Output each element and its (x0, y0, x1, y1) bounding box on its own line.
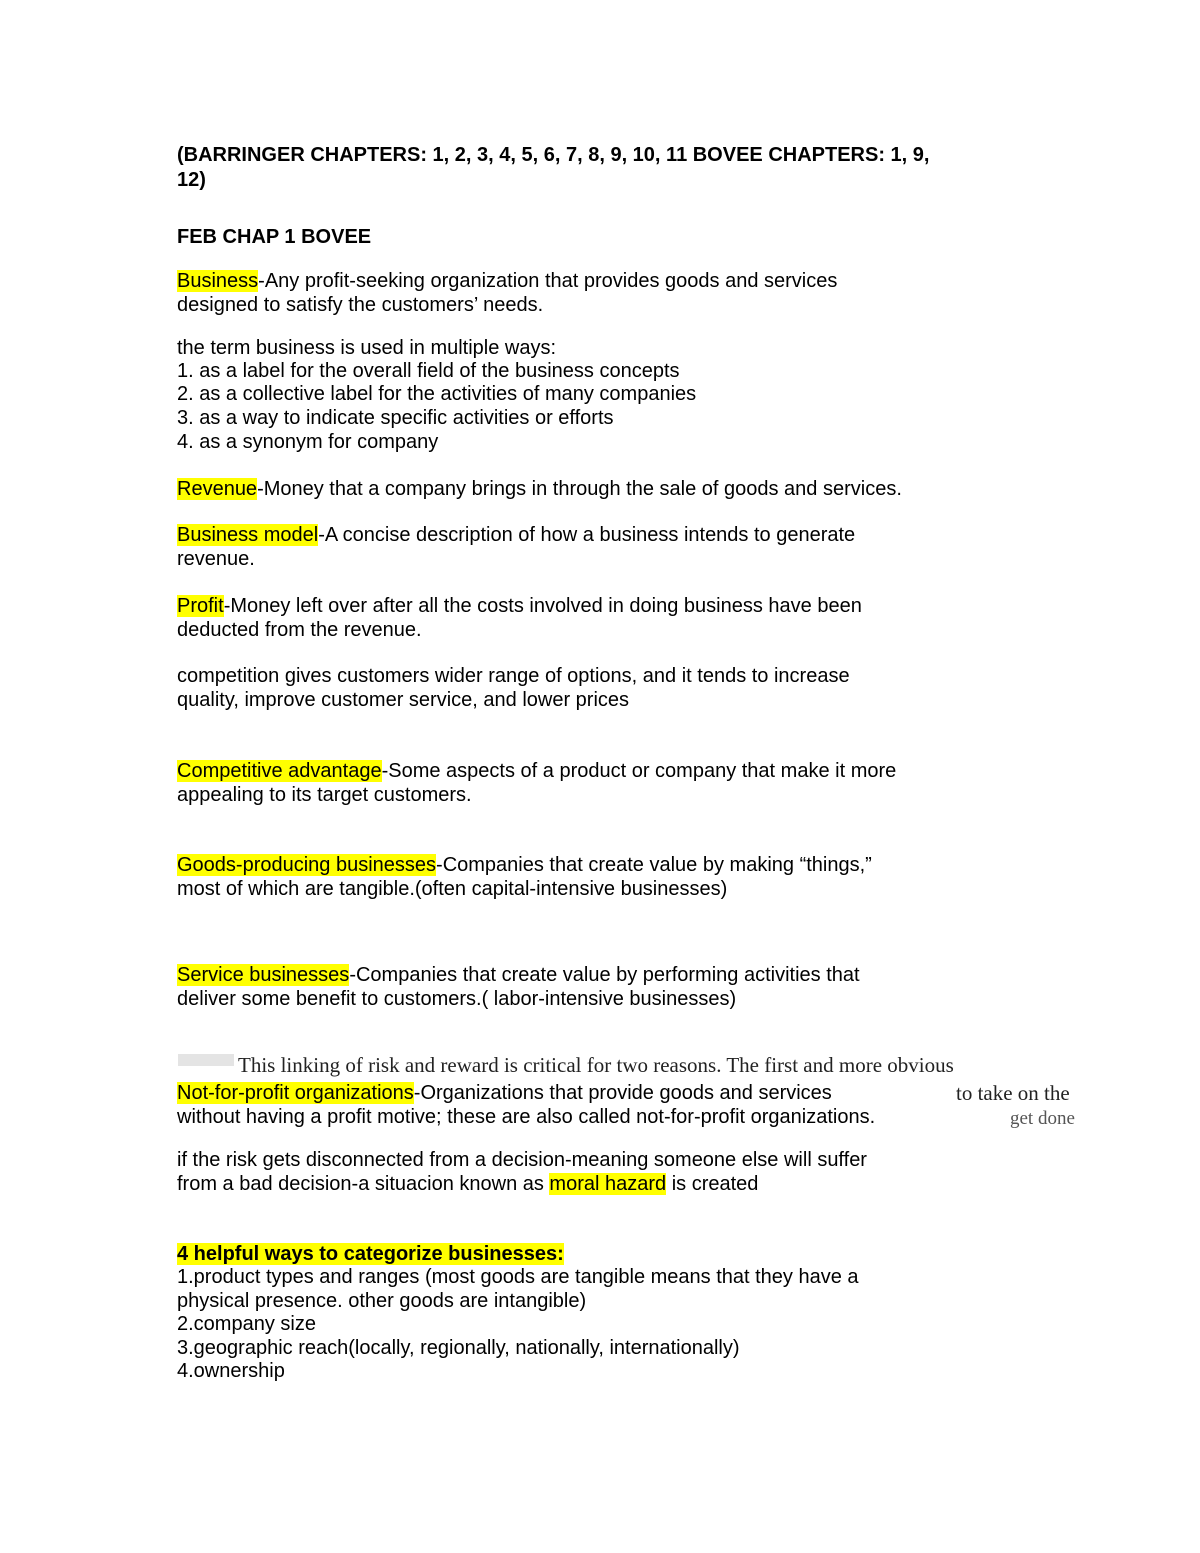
chapters-line-1: (BARRINGER CHAPTERS: 1, 2, 3, 4, 5, 6, 7, 8, 9, 10, 11 BOVEE CHAPTERS: 1, 9, (177, 144, 930, 166)
business-model-definition-line-2: revenue. (177, 548, 255, 570)
business-model-term: Business model (177, 524, 319, 546)
goods-producing-term: Goods-producing businesses (177, 854, 437, 876)
service-businesses-line-2: deliver some benefit to customers.( labor-intensive businesses) (177, 988, 737, 1010)
list-item: 3. as a way to indicate specific activities or efforts (177, 407, 614, 429)
competitive-advantage-line-1: Competitive advantage-Some aspects of a product or company that make it more (177, 760, 897, 782)
profit-definition-line-1: Profit-Money left over after all the costs involved in doing business have been (177, 595, 862, 617)
business-model-definition-line-1: Business model-A concise description of how a business intends to generate (177, 524, 856, 546)
section-title: FEB CHAP 1 BOVEE (177, 226, 372, 248)
revenue-term: Revenue (177, 478, 258, 500)
competition-line-2: quality, improve customer service, and lower prices (177, 689, 630, 711)
chapters-line-2: 12) (177, 169, 206, 191)
competitive-advantage-line-2: appealing to its target customers. (177, 784, 472, 806)
list-item: 2.company size (177, 1313, 316, 1335)
list-item: 4. as a synonym for company (177, 431, 439, 453)
competitive-advantage-term: Competitive advantage (177, 760, 382, 782)
service-businesses-line-1: Service businesses-Companies that create value by performing activities that (177, 964, 860, 986)
list-item: 2. as a collective label for the activities of many companies (177, 383, 697, 405)
moral-hazard-line-1: if the risk gets disconnected from a decision-meaning someone else will suffer (177, 1149, 867, 1171)
service-businesses-term: Service businesses (177, 964, 350, 986)
scan-smudge (178, 1054, 234, 1066)
business-definition-line-1: Business-Any profit-seeking organization that provides goods and services (177, 270, 838, 292)
list-item: 3.geographic reach(locally, regionally, nationally, internationally) (177, 1337, 740, 1359)
list-item: 1. as a label for the overall field of the business concepts (177, 360, 680, 382)
profit-definition-line-2: deducted from the revenue. (177, 619, 422, 641)
business-term: Business (177, 270, 259, 292)
moral-hazard-line-2: from a bad decision-a situacion known as moral hazard is created (177, 1173, 759, 1195)
business-definition-line-2: designed to satisfy the customers’ needs. (177, 294, 544, 316)
pasted-clip-line-3: get done (1010, 1108, 1075, 1129)
list-item: 1.product types and ranges (most goods are tangible means that they have a (177, 1266, 859, 1288)
goods-producing-line-1: Goods-producing businesses-Companies that create value by making “things,” (177, 854, 872, 876)
categorize-heading: 4 helpful ways to categorize businesses: (177, 1243, 564, 1265)
list-item: 4.ownership (177, 1360, 285, 1382)
not-for-profit-line-2: without having a profit motive; these are also called not-for-profit organizations. (177, 1106, 876, 1128)
term-usage-intro: the term business is used in multiple ways: (177, 337, 557, 359)
pasted-clip-line-2: to take on the (956, 1081, 1070, 1105)
not-for-profit-line-1: Not-for-profit organizations-Organizations that provide goods and services (177, 1082, 832, 1104)
not-for-profit-term: Not-for-profit organizations (177, 1082, 414, 1104)
revenue-definition: Revenue-Money that a company brings in through the sale of goods and services. (177, 478, 902, 500)
moral-hazard-term: moral hazard (549, 1173, 667, 1195)
list-item: physical presence. other goods are intangible) (177, 1290, 587, 1312)
goods-producing-line-2: most of which are tangible.(often capital-intensive businesses) (177, 878, 728, 900)
pasted-clip-line-1: This linking of risk and reward is critical for two reasons. The first and more obvious (238, 1053, 954, 1077)
profit-term: Profit (177, 595, 224, 617)
competition-line-1: competition gives customers wider range of options, and it tends to increase (177, 665, 850, 687)
